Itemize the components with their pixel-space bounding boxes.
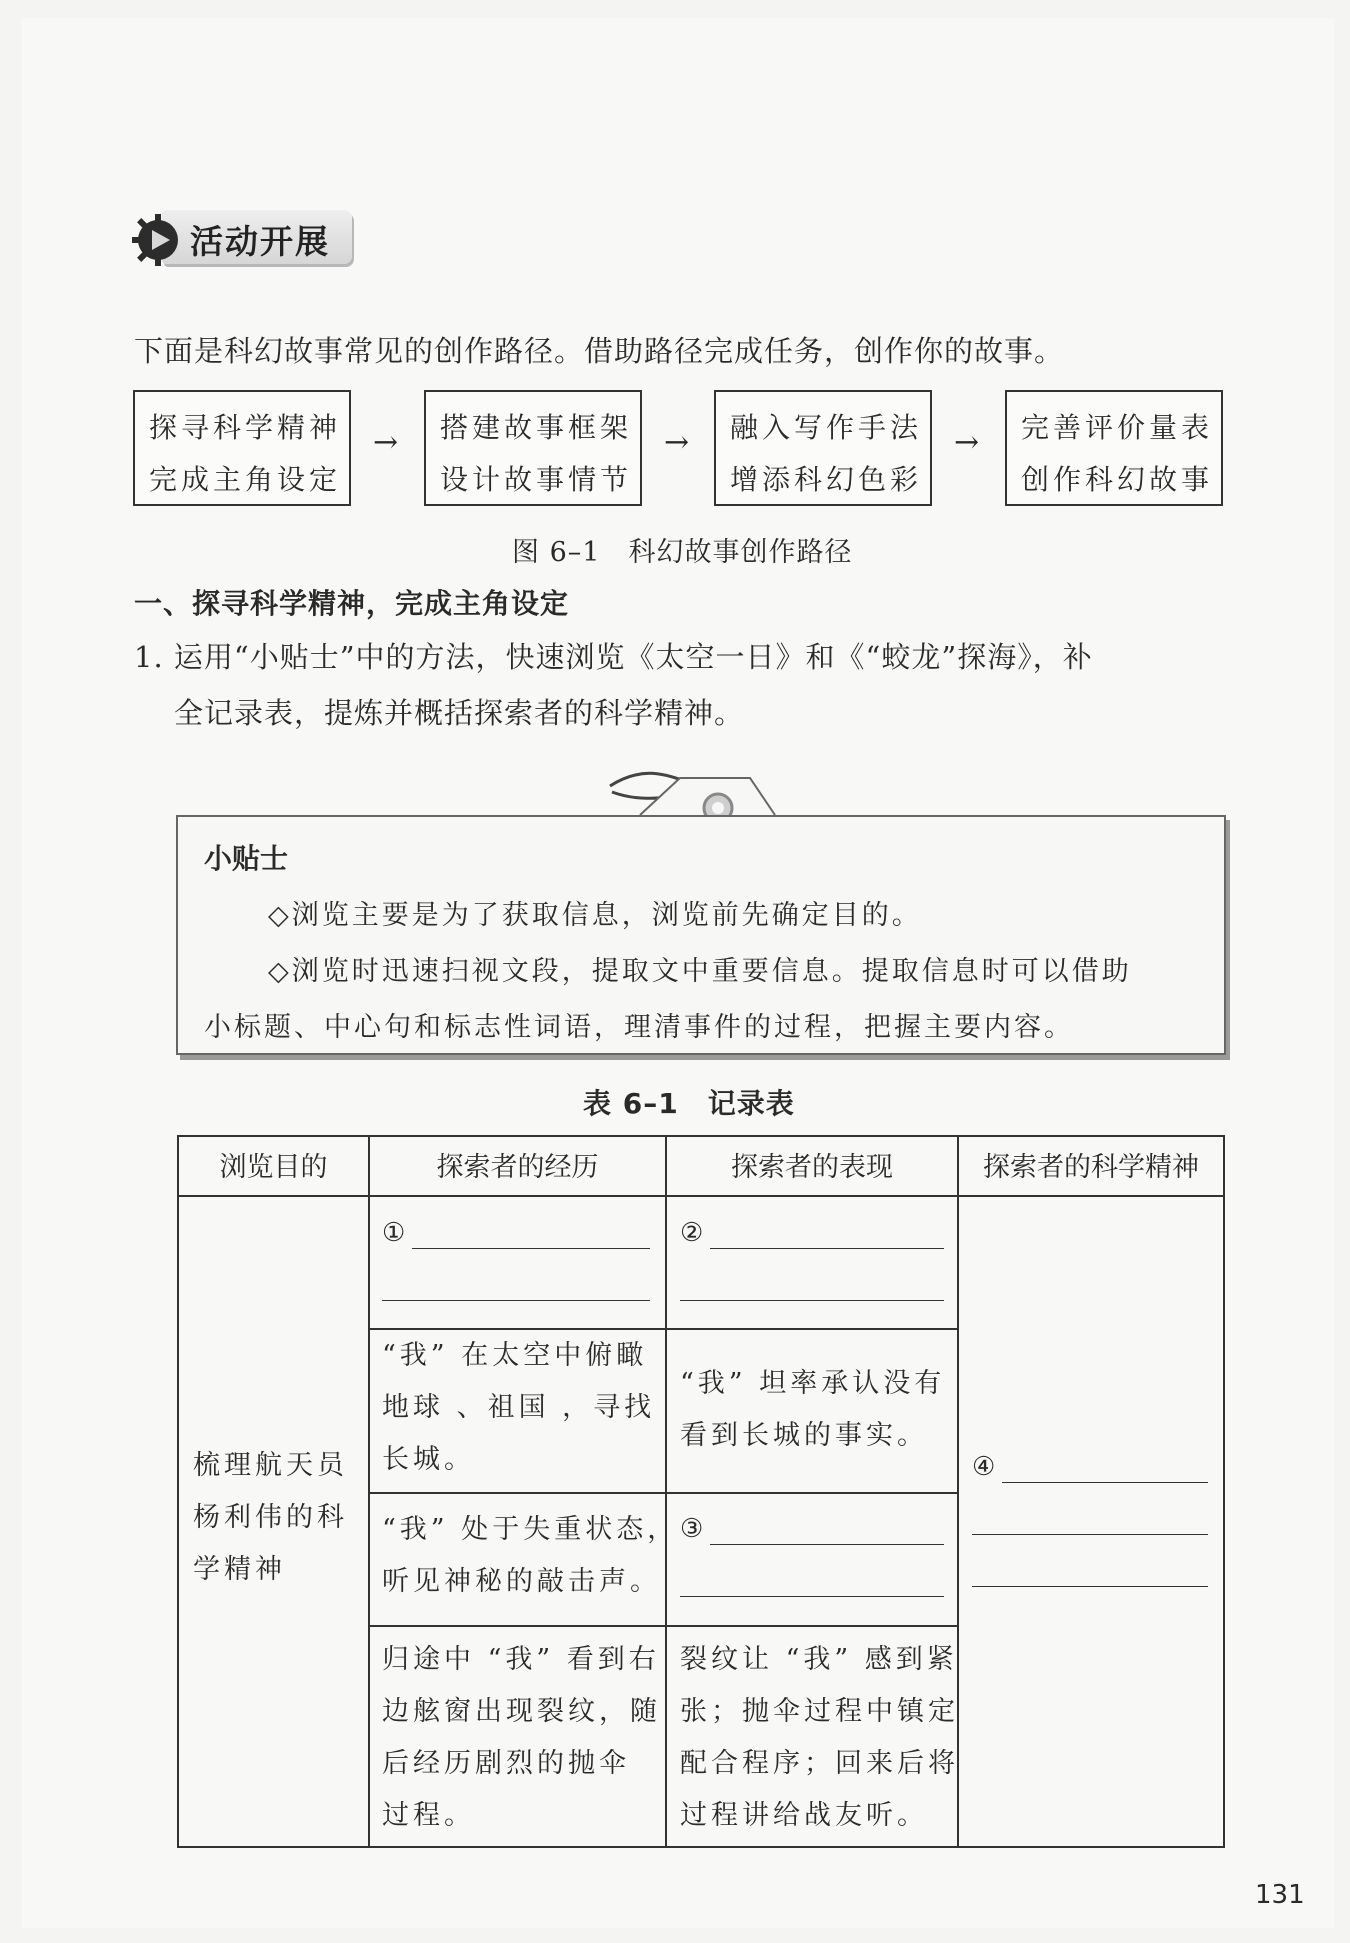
row4-perf-line-3: 配合程序；回来后将 <box>680 1748 959 1779</box>
path-step-3-line2: 增添科幻色彩 <box>730 463 923 496</box>
tip-line-2: ◇浏览时迅速扫视文段，提取文中重要信息。提取信息时可以借助 <box>268 956 1132 987</box>
header-purpose: 浏览目的 <box>219 1152 328 1183</box>
path-step-2-line1: 搭建故事框架 <box>440 411 633 444</box>
gear-play-icon <box>132 214 192 266</box>
purpose-line-1: 梳理航天员 <box>193 1450 348 1481</box>
row4-exp-line-3: 后经历剧烈的抛伞 <box>382 1748 630 1779</box>
row4-perf-line-1: 裂纹让 “我” 感到紧 <box>680 1644 958 1675</box>
section-banner <box>132 208 354 268</box>
fill-line-1b[interactable] <box>382 1300 650 1301</box>
row3-exp-line-1: “我” 处于失重状态， <box>382 1514 679 1545</box>
section-title: 活动开展 <box>190 222 330 261</box>
table-caption: 表 6–1 记录表 <box>583 1087 795 1120</box>
row4-exp-line-2: 边舷窗出现裂纹，随 <box>382 1696 661 1727</box>
row4-perf-line-4: 过程讲给战友听。 <box>680 1800 928 1831</box>
header-spirit: 探索者的科学精神 <box>983 1152 1199 1183</box>
fill-line-2b[interactable] <box>680 1300 944 1301</box>
row4-exp-line-1: 归途中 “我” 看到右 <box>382 1644 660 1675</box>
purpose-line-2: 杨利伟的科 <box>193 1502 348 1533</box>
fill-line-3b[interactable] <box>680 1596 944 1597</box>
task-line-2: 全记录表，提炼并概括探索者的科学精神。 <box>174 696 745 730</box>
path-step-1 <box>133 390 351 506</box>
purpose-line-3: 学精神 <box>193 1554 286 1585</box>
row4-perf-line-2: 张；抛伞过程中镇定 <box>680 1696 959 1727</box>
page-number: 131 <box>1255 1880 1305 1910</box>
row2-exp-line-2: 地球 、祖国 ，寻找 <box>382 1392 656 1423</box>
blank-mark-2: ② <box>680 1218 704 1248</box>
row2-perf-line-2: 看到长城的事实。 <box>680 1420 928 1451</box>
path-step-2 <box>424 390 642 506</box>
fill-line-4c[interactable] <box>972 1586 1208 1587</box>
tip-line-3: 小标题、中心句和标志性词语，理清事件的过程，把握主要内容。 <box>204 1012 1074 1043</box>
path-step-1-line2: 完成主角设定 <box>149 463 342 496</box>
path-arrow-1: → <box>373 425 399 460</box>
path-arrow-3: → <box>954 425 980 460</box>
header-experience: 探索者的经历 <box>436 1152 599 1183</box>
fill-line-3a[interactable] <box>710 1544 944 1545</box>
blank-mark-3: ③ <box>680 1514 704 1544</box>
path-step-1-line1: 探寻科学精神 <box>149 411 342 444</box>
fill-line-2a[interactable] <box>710 1248 944 1249</box>
row3-exp-line-2: 听见神秘的敲击声。 <box>382 1566 661 1597</box>
path-arrow-2: → <box>664 425 690 460</box>
figure-caption: 图 6–1 科幻故事创作路径 <box>512 537 853 568</box>
row2-exp-line-1: “我” 在太空中俯瞰 <box>382 1340 648 1371</box>
header-performance: 探索者的表现 <box>731 1152 893 1183</box>
task-line-1: 1. 运用“小贴士”中的方法，快速浏览《太空一日》和《“蛟龙”探海》，补 <box>134 640 1093 674</box>
path-step-4 <box>1005 390 1223 506</box>
fill-line-1a[interactable] <box>412 1248 650 1249</box>
row4-exp-line-4: 过程。 <box>382 1800 475 1831</box>
part1-heading: 一、探寻科学精神，完成主角设定 <box>134 587 570 620</box>
fill-line-4b[interactable] <box>972 1534 1208 1535</box>
blank-mark-4: ④ <box>972 1452 996 1482</box>
path-step-3-line1: 融入写作手法 <box>730 411 923 444</box>
path-step-4-line2: 创作科幻故事 <box>1021 463 1214 496</box>
path-step-2-line2: 设计故事情节 <box>440 463 633 496</box>
tip-card <box>176 815 1226 1055</box>
tip-title: 小贴士 <box>204 842 289 875</box>
intro-text: 下面是科幻故事常见的创作路径。借助路径完成任务，创作你的故事。 <box>134 334 1065 368</box>
tip-line-1: ◇浏览主要是为了获取信息，浏览前先确定目的。 <box>268 900 922 931</box>
path-step-3 <box>714 390 932 506</box>
row2-perf-line-1: “我” 坦率承认没有 <box>680 1368 946 1399</box>
blank-mark-1: ① <box>382 1218 406 1248</box>
fill-line-4a[interactable] <box>1002 1482 1208 1483</box>
row2-exp-line-3: 长城。 <box>382 1444 475 1475</box>
path-step-4-line1: 完善评价量表 <box>1021 411 1214 444</box>
